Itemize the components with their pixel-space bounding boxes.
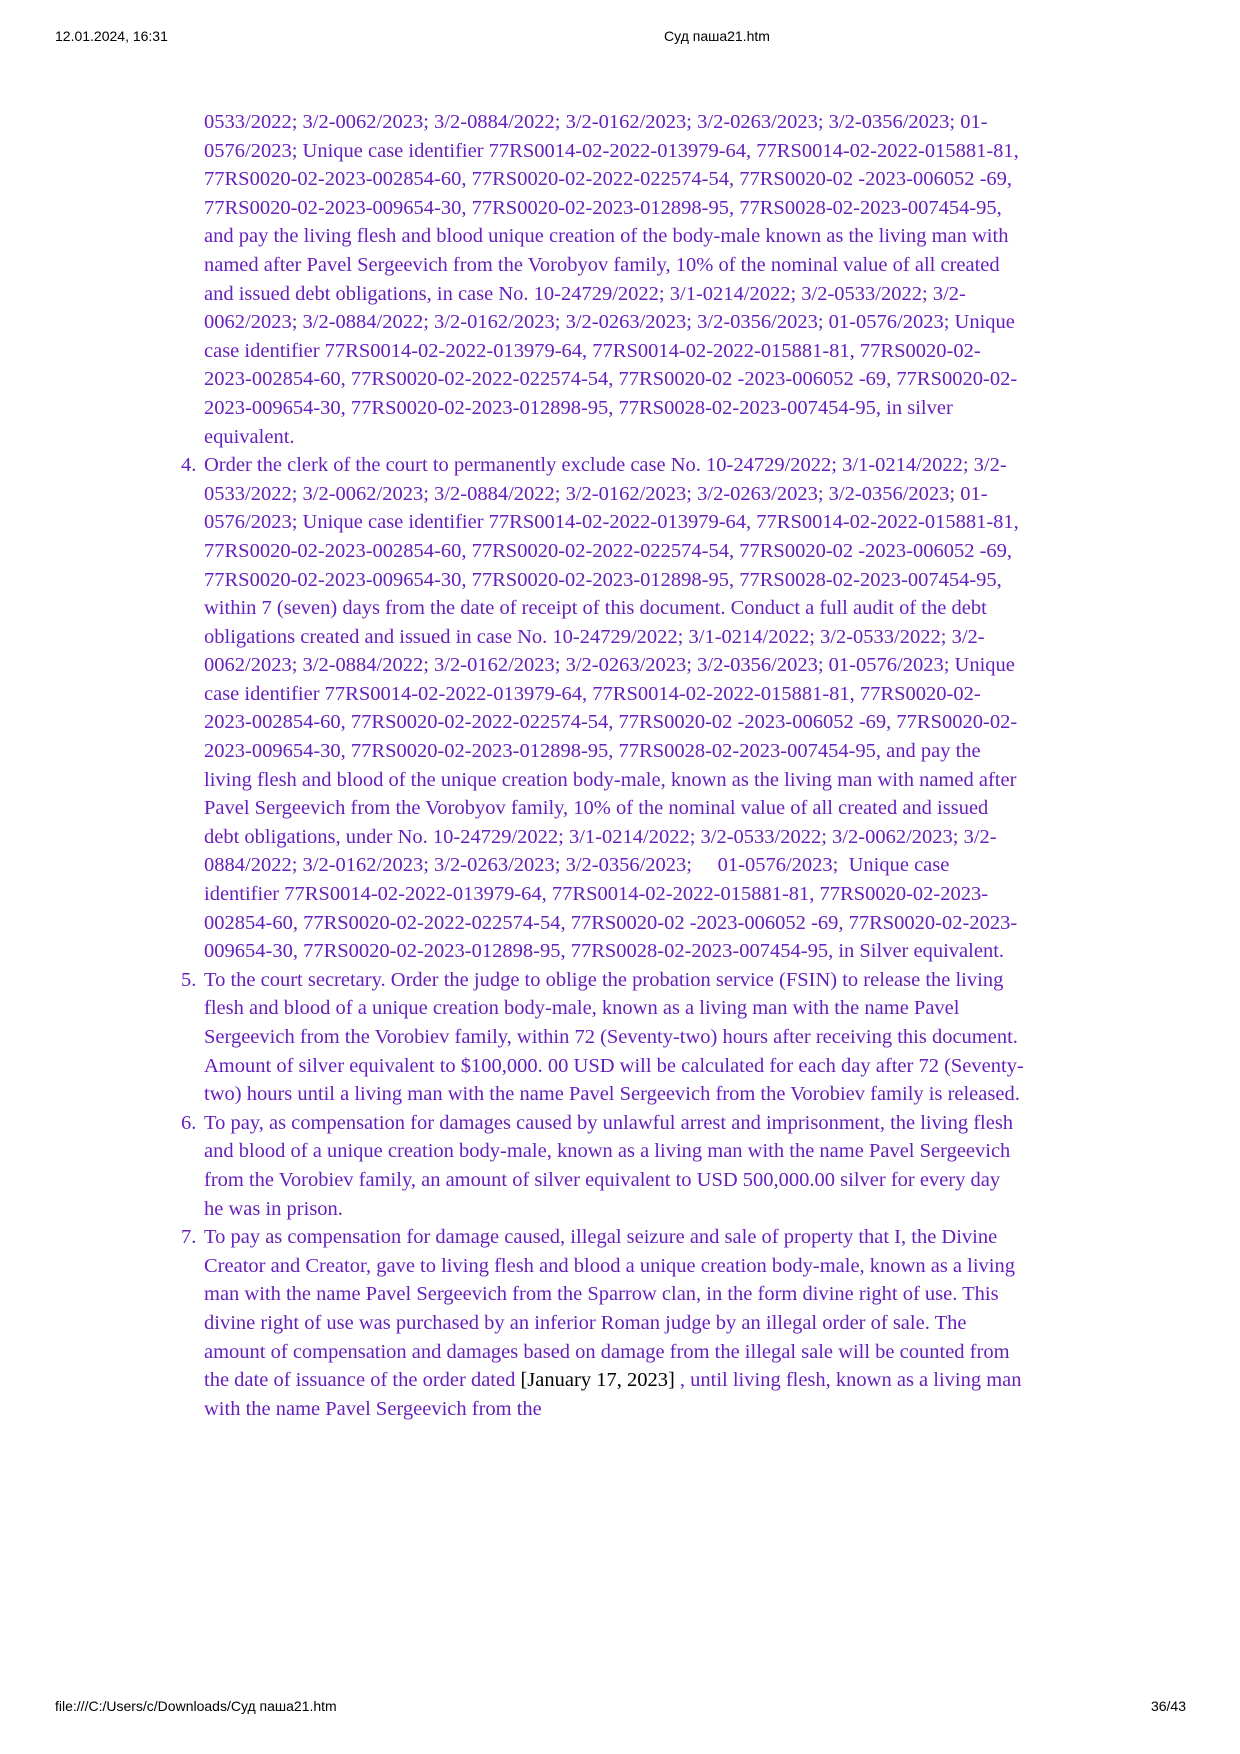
list-item-4-number: 4. bbox=[181, 454, 197, 477]
list-item-7-text-after: , until living flesh, known as a living man with the name Pavel Sergeevich from the bbox=[204, 1369, 1027, 1420]
list-item-7 bbox=[181, 1223, 1027, 1423]
list-item-6-number: 6. bbox=[181, 1111, 197, 1134]
print-header-datetime: 12.01.2024, 16:31 bbox=[55, 28, 168, 44]
list-item-6-text: To pay, as compensation for damages caused by unlawful arrest and imprisonment, the living flesh and blood of a unique creation body-male, known as a living man with the name Pavel Sergeevich from the Vorobiev family, an amount of silver equivalent to USD 500,000.00 silver for every day he was in prison. bbox=[204, 1111, 1019, 1220]
print-footer-file-path: file:///C:/Users/c/Downloads/Суд паша21.htm bbox=[55, 1698, 337, 1714]
list-item-4 bbox=[181, 451, 1024, 966]
paragraph-continuation-text: 0533/2022; 3/2-0062/2023; 3/2-0884/2022; 3/2-0162/2023; 3/2-0263/2023; 3/2-0356/2023; 01-0576/2023; Unique case identifier 77RS0014-02-2022-013979-64, 77RS0014-02-2022-015881-81, 77RS0020-02-2023-002854-60, 77RS0020-02-2022-022574-54, 77RS0020-02 -2023-006052 -69, 77RS0020-02-2023-009654-30, 77RS0020-02-2023-012898-95, 77RS0028-02-2023-007454-95, and pay the living flesh and blood unique creation of the body-male known as the living man with named after Pavel Sergeevich from the Vorobyov family, 10% of the nominal value of all created and issued debt obligations, in case No. 10-24729/2022; 3/1-0214/2022; 3/2-0533/2022; 3/2-0062/2023; 3/2-0884/2022; 3/2-0162/2023; 3/2-0263/2023; 3/2-0356/2023; 01-0576/2023; Unique case identifier 77RS0014-02-2022-013979-64, 77RS0014-02-2022-015881-81, 77RS0020-02-2023-002854-60, 77RS0020-02-2022-022574-54, 77RS0020-02 -2023-006052 -69, 77RS0020-02-2023-009654-30, 77RS0020-02-2023-012898-95, 77RS0028-02-2023-007454-95, in silver equivalent. bbox=[204, 111, 1024, 448]
list-item-5-number: 5. bbox=[181, 968, 197, 991]
bracketed-date: [January 17, 2023] bbox=[520, 1369, 675, 1392]
list-item-5 bbox=[181, 966, 1024, 1109]
document-body bbox=[181, 108, 1027, 1423]
list-item-5-text: To the court secretary. Order the judge to oblige the probation service (FSIN) to release the living flesh and blood of a unique creation body-male, known as a living man with the name Pavel Sergeevich from the Vorobiev family, within 72 (Seventy-two) hours after receiving this document. Amount of silver equivalent to $100,000. 00 USD will be calculated for each day after 72 (Seventy-two) hours until a living man with the name Pavel Sergeevich from the Vorobiev family is released. bbox=[204, 968, 1024, 1106]
list-item-6 bbox=[181, 1109, 1024, 1223]
list-item-4-text: Order the clerk of the court to permanently exclude case No. 10-24729/2022; 3/1-0214/2022; 3/2-0533/2022; 3/2-0062/2023; 3/2-0884/2022; 3/2-0162/2023; 3/2-0263/2023; 3/2-0356/2023; 01-0576/2023; Unique case identifier 77RS0014-02-2022-013979-64, 77RS0014-02-2022-015881-81, 77RS0020-02-2023-002854-60, 77RS0020-02-2022-022574-54, 77RS0020-02 -2023-006052 -69, 77RS0020-02-2023-009654-30, 77RS0020-02-2023-012898-95, 77RS0028-02-2023-007454-95, within 7 (seven) days from the date of receipt of this document. Conduct a full audit of the debt obligations created and issued in case No. 10-24729/2022; 3/1-0214/2022; 3/2-0533/2022; 3/2-0062/2023; 3/2-0884/2022; 3/2-0162/2023; 3/2-0263/2023; 3/2-0356/2023; 01-0576/2023; Unique case identifier 77RS0014-02-2022-013979-64, 77RS0014-02-2022-015881-81, 77RS0020-02-2023-002854-60, 77RS0020-02-2022-022574-54, 77RS0020-02 -2023-006052 -69, 77RS0020-02-2023-009654-30, 77RS0020-02-2023-012898-95, 77RS0028-02-2023-007454-95, and pay the living flesh and blood of the unique creation body-male, known as the living man with named after Pavel Sergeevich from the Vorobyov family, 10% of the nominal value of all created and issued debt obligations, under No. 10-24729/2022; 3/1-0214/2022; 3/2-0533/2022; 3/2-0062/2023; 3/2-0884/2022; 3/2-0162/2023; 3/2-0263/2023; 3/2-0356/2023; 01-0576/2023; Unique case identifier 77RS0014-02-2022-013979-64, 77RS0014-02-2022-015881-81, 77RS0020-02-2023-002854-60, 77RS0020-02-2022-022574-54, 77RS0020-02 -2023-006052 -69, 77RS0020-02-2023-009654-30, 77RS0020-02-2023-012898-95, 77RS0028-02-2023-007454-95, in Silver equivalent. bbox=[204, 454, 1024, 963]
paragraph-continuation bbox=[204, 108, 1024, 451]
list-item-7-text bbox=[204, 1226, 1027, 1420]
list-item-7-number: 7. bbox=[181, 1226, 197, 1249]
document-title: Суд паша21.htm bbox=[664, 28, 770, 44]
print-footer-page-number: 36/43 bbox=[1150, 1698, 1186, 1714]
list-item-7-text-before: To pay as compensation for damage caused, illegal seizure and sale of property that I, the Divine Creator and Creator, gave to living flesh and blood a unique creation body-male, known as a living man with the name Pavel Sergeevich from the Sparrow clan, in the form divine right of use. This divine right of use was purchased by an inferior Roman judge by an illegal order of sale. The amount of compensation and damages based on damage from the illegal sale will be counted from the date of issuance of the order dated bbox=[204, 1226, 1021, 1392]
